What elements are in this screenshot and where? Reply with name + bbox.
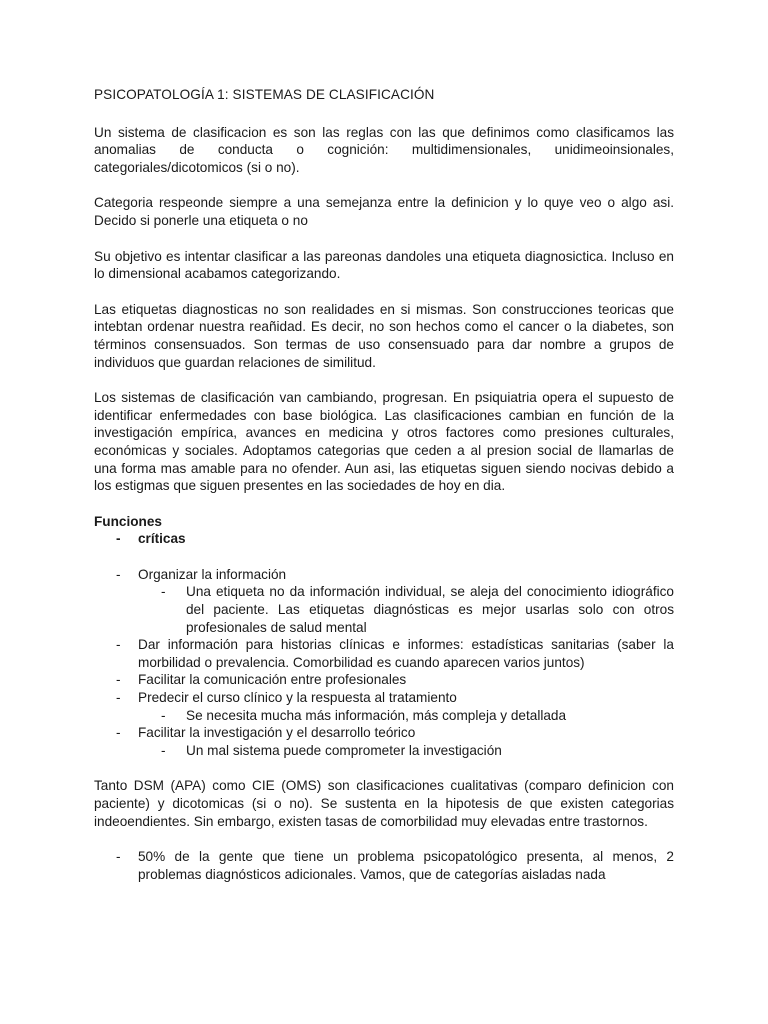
funciones-list — [94, 566, 674, 760]
list-item-text: Facilitar la investigación y el desarrollo teórico — [138, 725, 416, 741]
list-item-text: Predecir el curso clínico y la respuesta al tratamiento — [138, 690, 457, 706]
final-list — [94, 848, 674, 883]
sublist-item: - Una etiqueta no da información individual, se aleja del conocimiento idiográfico del paciente. Las etiquetas diagnósticas es mejor usarlas solo con otros profesionales de salud mental — [94, 583, 674, 636]
paragraph-etiquetas: Las etiquetas diagnosticas no son realidades en si mismas. Son construcciones teoricas que intebtan ordenar nuestra reañidad. Es decir, no son hechos como el cancer o la diabetes, son términos consensuados. Son termas de uso consensuado para dar nombre a grupos de individuos que guardan relaciones de similitud. — [94, 301, 674, 370]
sublist — [94, 742, 674, 760]
paragraph-categoria: Categoria respeonde siempre a una semejanza entre la definicion y lo quye veo o algo asi. Decido si ponerle una etiqueta o no — [94, 195, 674, 228]
document-title: PSICOPATOLOGÍA 1: SISTEMAS DE CLASIFICACIÓN — [94, 87, 435, 102]
paragraph-definition: Un sistema de clasificacion es son las reglas con las que definimos como clasificamos las anomalias de conducta o cognición: multidimensionales, unidimeoinsionales, categoriales/dicotomicos (si o no). — [94, 124, 674, 175]
funciones-heading: Funciones — [94, 513, 162, 529]
sublist-item: - Se necesita mucha más información, más compleja y detallada — [94, 707, 674, 725]
sublist — [94, 583, 674, 636]
list-item-comorbilidad: - 50% de la gente que tiene un problema psicopatológico presenta, al menos, 2 problemas diagnósticos adicionales. Vamos, que de categorías aisladas nada — [94, 848, 674, 883]
paragraph-objetivo: Su objetivo es intentar clasificar a las pareonas dandoles una etiqueta diagnosictica. Incluso en lo dimensional acabamos categorizando. — [94, 248, 674, 282]
list-item-organizar — [94, 566, 674, 636]
list-item-criticas: - críticas — [94, 530, 674, 548]
criticas-list — [94, 530, 674, 548]
list-item-text: Organizar la información — [138, 566, 287, 582]
paragraph-dsm-cie: Tanto DSM (APA) como CIE (OMS) son clasificaciones cualitativas (comparo definicion con paciente) y dicotomicas (si o no). Se sustenta en la hipotesis de que existen categorias indeoendientes. Sin embargo, existen tasas de comorbilidad muy elevadas entre trastornos. — [94, 778, 674, 829]
list-item-historias: - Dar información para historias clínicas e informes: estadísticas sanitarias (saber la morbilidad o prevalencia. Comorbilidad es cuando aparecen varios juntos) — [94, 636, 674, 671]
paragraph-sistemas: Los sistemas de clasificación van cambiando, progresan. En psiquiatria opera el supuesto de identificar enfermedades con base biológica. Las clasificaciones cambian en función de la investigación empírica, avances en medicina y otros factores como presiones culturales, económicas y sociales. Adoptamos categorias que ceden a al presion social de llamarlas de una forma mas amable para no ofender. Aun asi, las etiquetas siguen siendo nocivas debido a los estigmas que siguen presentes en las sociedades de hoy en dia. — [94, 390, 674, 494]
sublist-item: - Un mal sistema puede comprometer la investigación — [94, 742, 674, 760]
list-item-predecir — [94, 689, 674, 724]
list-item-comunicacion: - Facilitar la comunicación entre profesionales — [94, 671, 674, 689]
sublist — [94, 707, 674, 725]
list-item-investigacion — [94, 724, 674, 759]
